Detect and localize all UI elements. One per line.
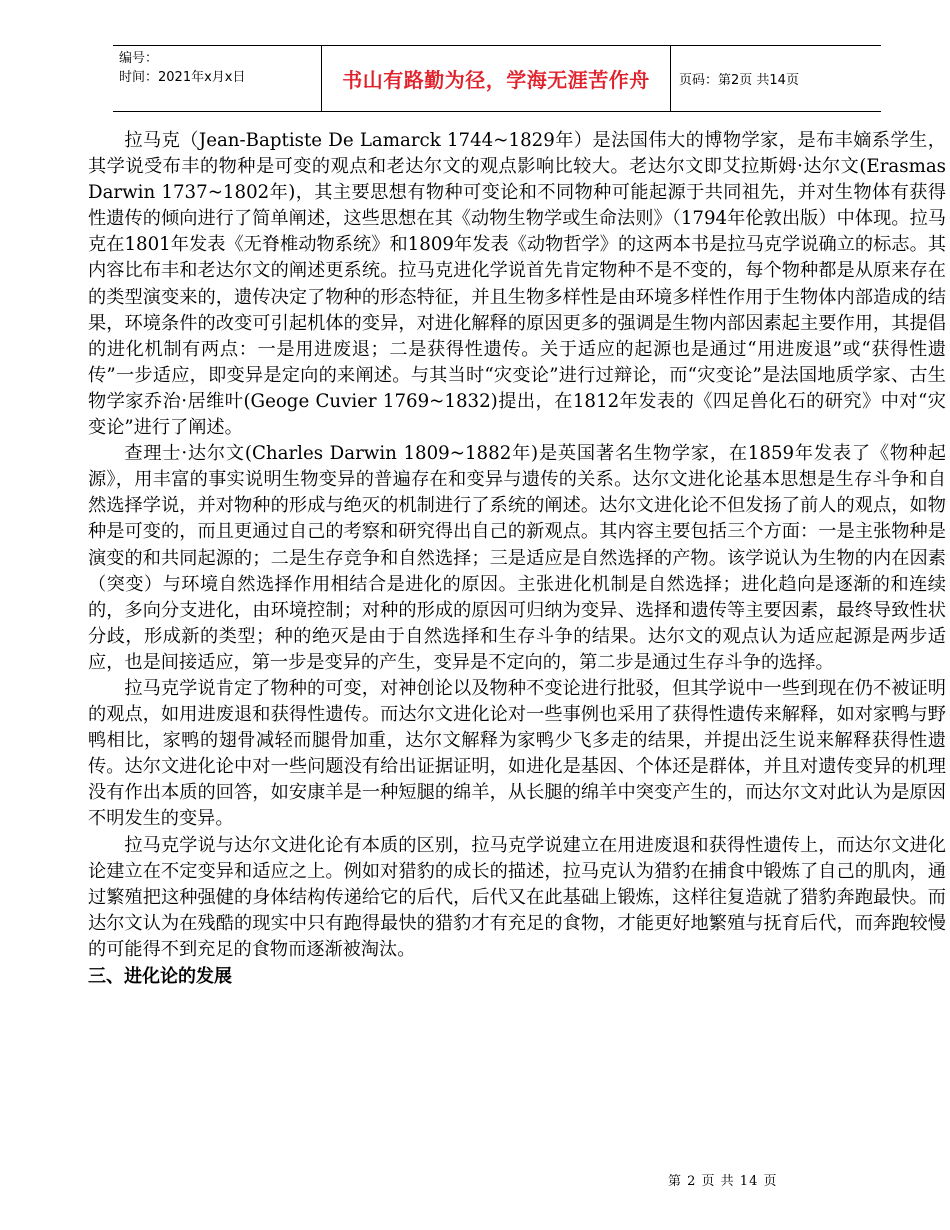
document-number-label: 编号： <box>119 51 159 66</box>
page-header <box>113 45 881 112</box>
document-time-label: 时间：2021年x月x日 <box>119 70 246 85</box>
paragraph-darwin: 查理士·达尔文(Charles Darwin 1809~1882年)是英国著名生物学家，在1859年发表了《物种起源》，用丰富的事实说明生物变异的普遍存在和变异与遗传的关系。达尔文进化论基本思想是生存斗争和自然选择学说，并对物种的形成与绝灭的机制进行了系统的阐述。达尔文进化论不但发扬了前人的观点，如物种是可变的，而且更通过自己的考察和研究得出自己的新观点。其内容主要包括三个方面：一是主张物种是演变的和共同起源的；二是生存竞争和自然选择；三是适应是自然选择的产物。该学说认为生物的内在因素（突变）与环境自然选择作用相结合是进化的原因。主张进化机制是自然选择；进化趋向是逐渐的和连续的，多向分支进化，由环境控制；对种的形成的原因可归纳为变异、选择和遗传等主要因素，最终导致性状分歧，形成新的类型；种的绝灭是由于自然选择和生存斗争的结果。达尔文的观点认为适应起源是两步适应，也是间接适应，第一步是变异的产生，变异是不定向的，第二步是通过生存斗争的选择。 <box>88 443 946 673</box>
paragraph-comparison: 拉马克学说肯定了物种的可变，对神创论以及物种不变论进行批驳，但其学说中一些到现在仍不被证明的观点，如用进废退和获得性遗传。而达尔文进化论对一些事例也采用了获得性遗传来解释，如对家鸭与野鸭相比，家鸭的翅骨减轻而腿骨加重，达尔文解释为家鸭少飞多走的结果，并提出泛生说来解释获得性遗传。达尔文进化论中对一些问题没有给出证据证明，如进化是基因、个体还是群体，并且对遗传变异的机理没有作出本质的回答，如安康羊是一种短腿的绵羊，从长腿的绵羊中突变产生的，而达尔文对此认为是原因不明发生的变异。 <box>88 677 946 830</box>
document-body <box>88 128 946 991</box>
header-meta <box>113 46 321 111</box>
header-page-info: 页码：第2页 共14页 <box>679 73 799 88</box>
paragraph-lamarck: 拉马克（Jean-Baptiste De Lamarck 1744~1829年）是法国伟大的博物学家，是布丰嫡系学生，其学说受布丰的物种是可变的观点和老达尔文的观点影响比较大。老达尔文即艾拉斯姆·达尔文(Erasmas Darwin 1737~1802年)，其主要思想有物种可变论和不同物种可能起源于共同祖先，并对生物体有获得性遗传的倾向进行了简单阐述，这些思想在其《动物生物学或生命法则》（1794年伦敦出版）中体现。拉马克在1801年发表《无脊椎动物系统》和1809年发表《动物哲学》的这两本书是拉马克学说确立的标志。其内容比布丰和老达尔文的阐述更系统。拉马克进化学说首先肯定物种不是不变的，每个物种都是从原来存在的类型演变来的，遗传决定了物种的形态特征，并且生物多样性是由环境多样性作用于生物体内部造成的结果，环境条件的改变可引起机体的变异，对进化解释的原因更多的强调是生物内部因素起主要作用，其提倡的进化机制有两点：一是用进废退；二是获得性遗传。关于适应的起源也是通过“用进废退”或“获得性遗传”一步适应，即变异是定向的来阐述。与其当时“灾变论”进行过辩论，而“灾变论”是法国地质学家、古生物学家乔治·居维叶(Geoge Cuvier 1769~1832)提出，在1812年发表的《四足兽化石的研究》中对“灾变论”进行了阐述。 <box>88 130 946 439</box>
section-heading: 三、进化论的发展 <box>88 966 232 987</box>
page-footer: 第 2 页 共 14 页 <box>668 1174 778 1189</box>
paragraph-difference: 拉马克学说与达尔文进化论有本质的区别，拉马克学说建立在用进废退和获得性遗传上，而达尔文进化论建立在不定变异和适应之上。例如对猎豹的成长的描述，拉马克认为猎豹在捕食中锻炼了自己的肌肉，通过繁殖把这种强健的身体结构传递给它的后代，后代又在此基础上锻炼，这样往复造就了猎豹奔跑最快。而达尔文认为在残酷的现实中只有跑得最快的猎豹才有充足的食物，才能更好地繁殖与抚育后代，而奔跑较慢的可能得不到充足的食物而逐渐被淘汰。 <box>88 834 946 960</box>
header-motto: 书山有路勤为径，学海无涯苦作舟 <box>321 46 671 111</box>
